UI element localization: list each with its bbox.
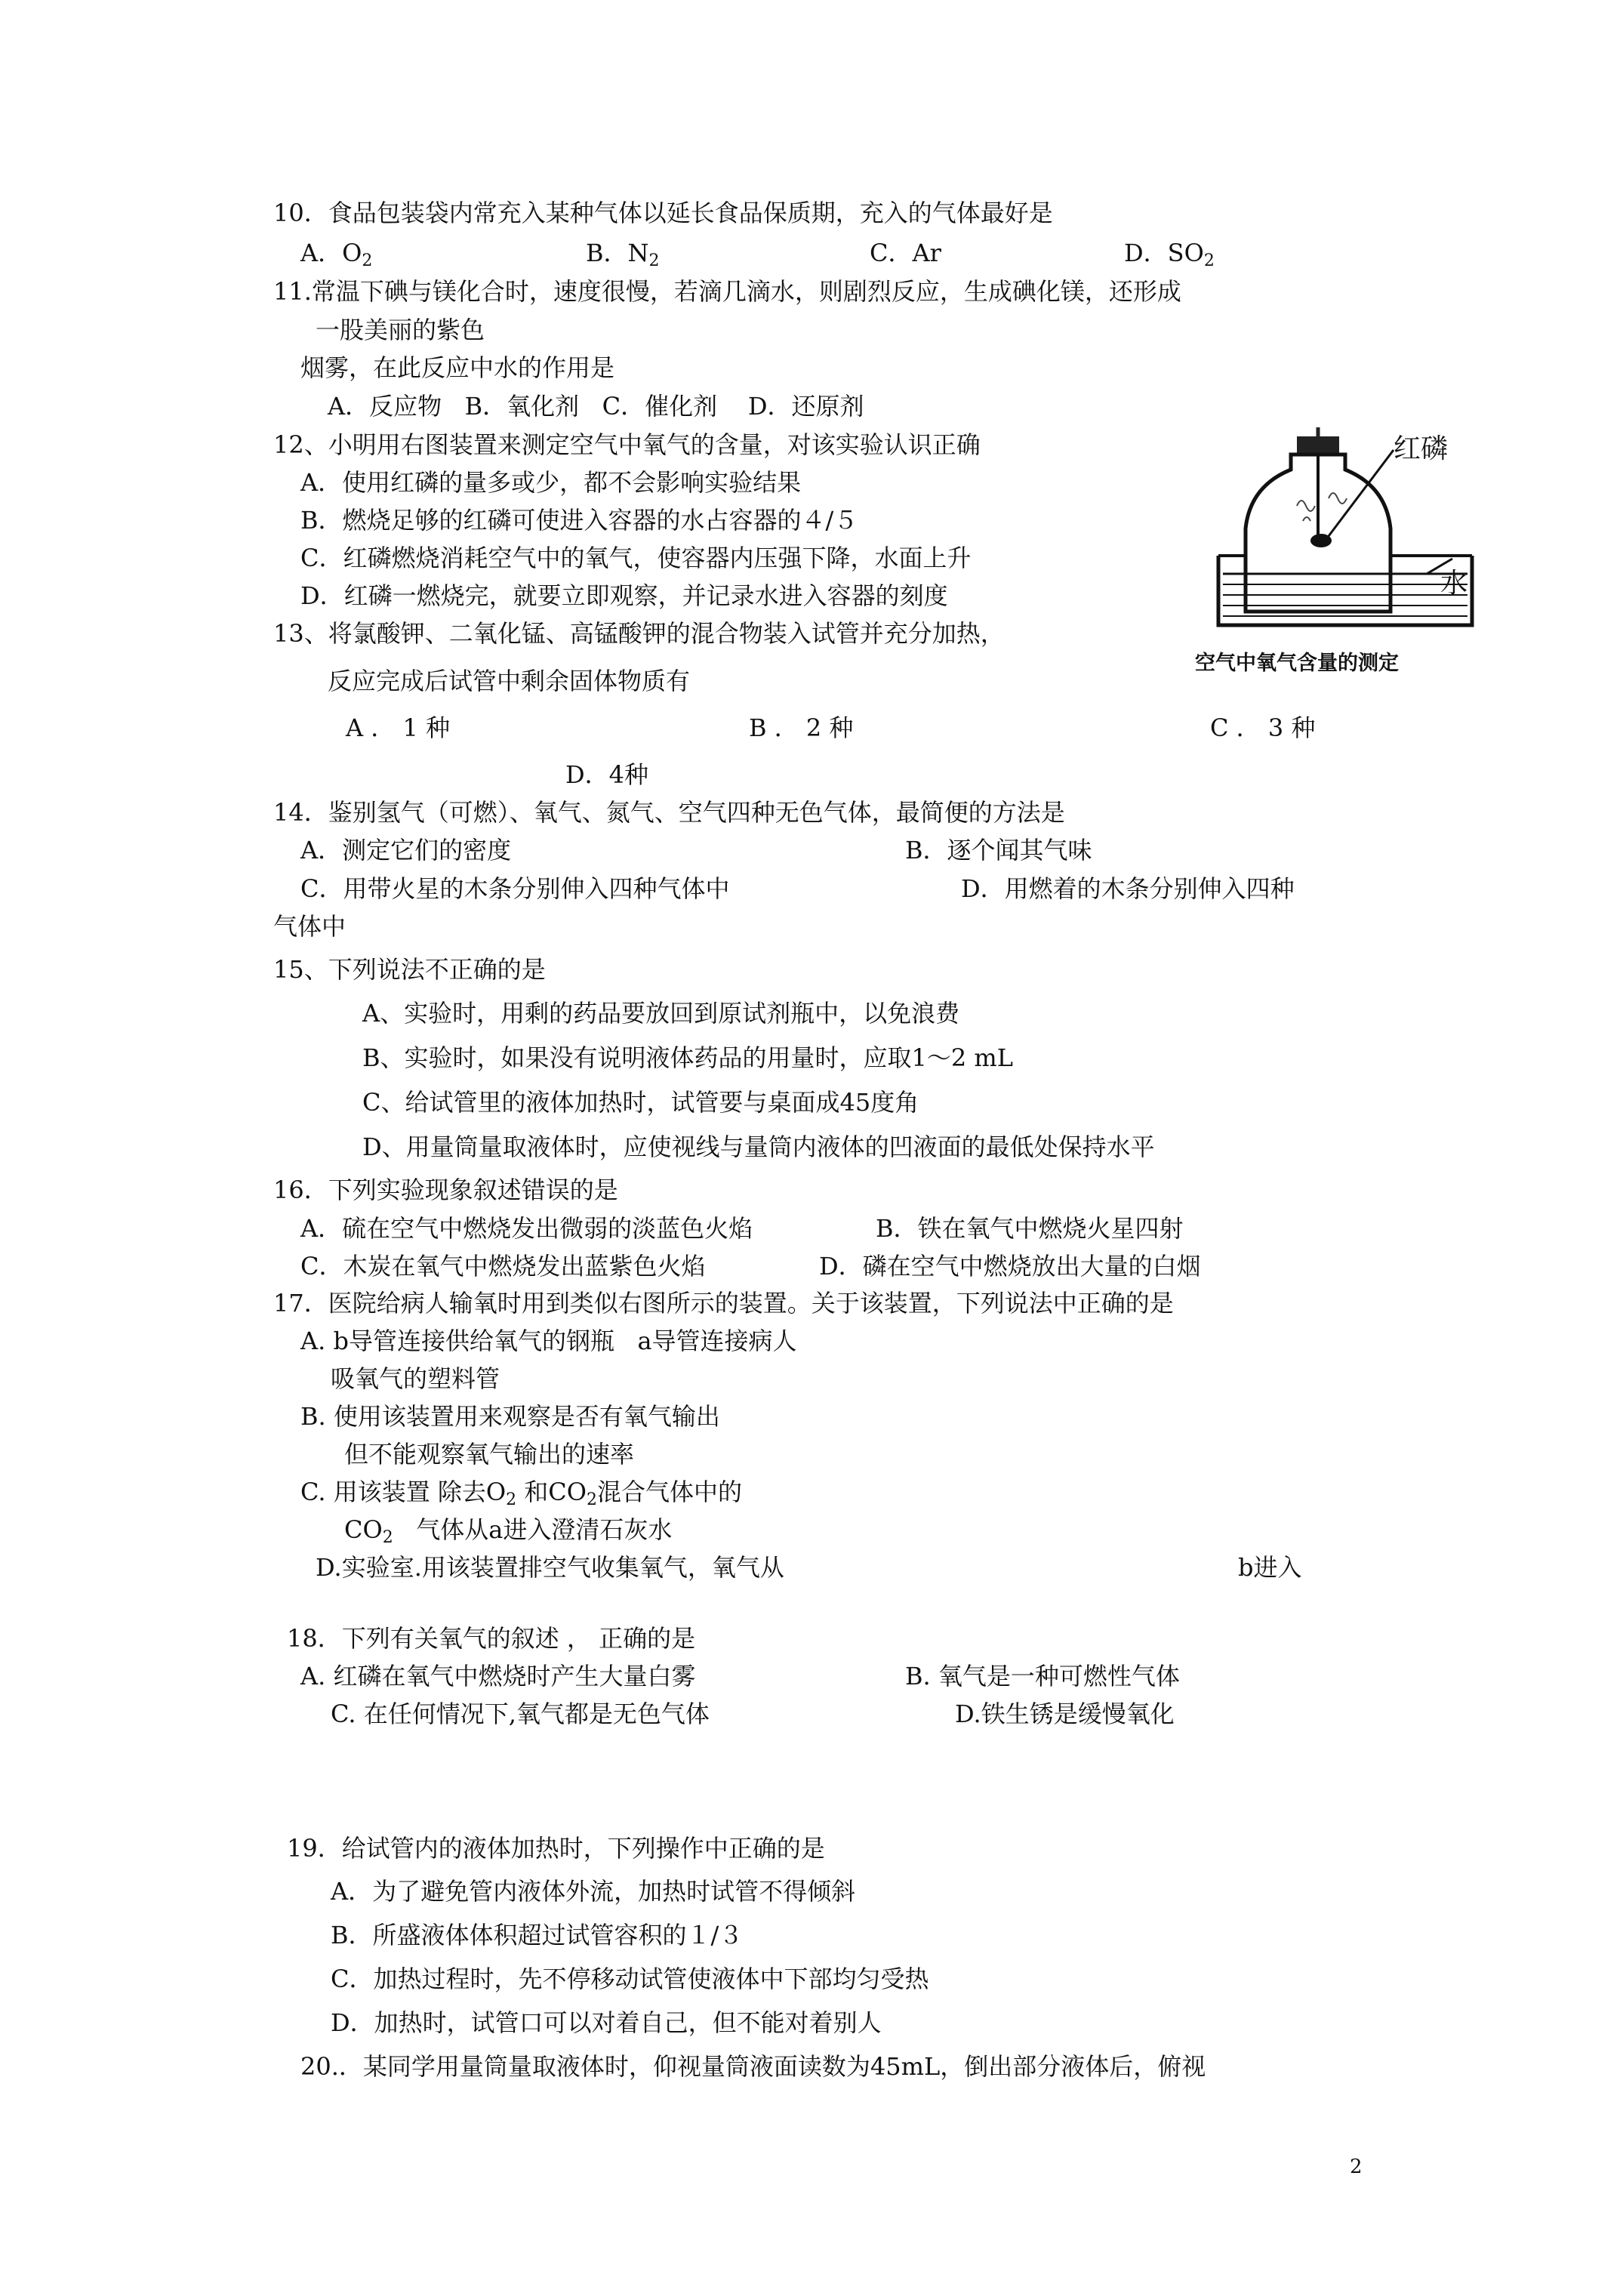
q14-option-d-continued: 气体中	[273, 912, 346, 941]
q11-stem-line2: 一股美丽的紫色	[316, 316, 485, 344]
q13-option-c: C ． 3 种	[1210, 713, 1316, 742]
q17-option-b-line1: B. 使用该装置用来观察是否有氧气输出	[300, 1402, 720, 1431]
q17-option-c-line1: C. 用该装置 除去$O_2$ 和$CO_2$混合气体中的	[300, 1478, 743, 1509]
q10-option-a: A．$O_2$	[300, 239, 373, 270]
q13-option-a: A ． 1 种	[346, 713, 450, 742]
q12-stem: 12、小明用右图装置来测定空气中氧气的含量，对该实验认识正确	[273, 430, 981, 459]
q16-stem: 16．下列实验现象叙述错误的是	[273, 1176, 618, 1204]
figure-label-red-phosphorus: 红磷	[1394, 433, 1449, 464]
q10-option-b: B．$N_2$	[586, 239, 660, 270]
q18-stem: 18．下列有关氧气的叙述 ， 正确的是	[287, 1624, 696, 1653]
q17-option-d: D.实验室.用该装置排空气收集氧气，氧气从	[316, 1553, 784, 1582]
page-number: 2	[1350, 2156, 1363, 2178]
q13-stem-line2: 反应完成后试管中剩余固体物质有	[328, 667, 691, 695]
q17-option-c-line2: $CO_2$ 气体从a进入澄清石灰水	[344, 1515, 673, 1547]
q19-option-c: C．加热过程时，先不停移动试管使液体中下部均匀受热	[331, 1965, 929, 1993]
q15-option-c: C、给试管里的液体加热时，试管要与桌面成45度角	[362, 1088, 919, 1117]
q17-option-a-line2: 吸氧气的塑料管	[331, 1364, 500, 1393]
q19-option-d: D．加热时，试管口可以对着自己，但不能对着别人	[331, 2008, 882, 2037]
q17-stem: 17．医院给病人输氧时用到类似右图所示的装置。关于该装置，下列说法中正确的是	[273, 1289, 1174, 1318]
q12-option-b: B．燃烧足够的红磷可使进入容器的水占容器的４/５	[300, 506, 858, 535]
q14-option-b: B．逐个闻其气味	[905, 836, 1092, 864]
q18-option-a: A. 红磷在氧气中燃烧时产生大量白雾	[300, 1662, 696, 1690]
q14-option-c: C．用带火星的木条分别伸入四种气体中	[300, 874, 730, 903]
smoke-wisp	[1303, 517, 1310, 521]
q10-option-d: D．$SO_2$	[1124, 239, 1215, 270]
q19-stem: 19．给试管内的液体加热时，下列操作中正确的是	[287, 1834, 825, 1863]
phosphorus-leader-line	[1329, 450, 1394, 536]
q20-stem: 20.．某同学用量筒量取液体时，仰视量筒液面读数为45mL，倒出部分液体后，俯视	[300, 2052, 1206, 2081]
q17-option-b-line2: 但不能观察氧气输出的速率	[344, 1440, 635, 1469]
q16-option-d: D．磷在空气中燃烧放出大量的白烟	[819, 1252, 1201, 1281]
q15-option-d: D、用量筒量取液体时，应使视线与量筒内液体的凹液面的最低处保持水平	[362, 1133, 1155, 1161]
q17-option-d-end: b进入	[1238, 1553, 1302, 1582]
q13-option-b: B ． 2 种	[749, 713, 854, 742]
q11-options: A．反应物 B．氧化剂 C．催化剂 D．还原剂	[328, 392, 864, 421]
q11-stem-line1: 11.常温下碘与镁化合时，速度很慢，若滴几滴水，则剧烈反应，生成碘化镁，还形成	[273, 277, 1181, 306]
water-trough	[1218, 556, 1472, 625]
figure-label-water: 水	[1440, 568, 1468, 599]
q19-option-b: B．所盛液体体积超过试管容积的１/３	[331, 1921, 744, 1949]
q16-option-a: A．硫在空气中燃烧发出微弱的淡蓝色火焰	[300, 1214, 753, 1243]
q13-stem-line1: 13、将氯酸钾、二氧化锰、高锰酸钾的混合物装入试管并充分加热，	[273, 619, 1005, 648]
q10-stem: 10．食品包装袋内常充入某种气体以延长食品保质期，充入的气体最好是	[273, 199, 1053, 227]
q15-stem: 15、下列说法不正确的是	[273, 955, 546, 984]
q14-option-d: D．用燃着的木条分别伸入四种	[961, 874, 1295, 903]
smoke-wisp	[1329, 493, 1347, 504]
q12-option-d: D．红磷一燃烧完，就要立即观察，并记录水进入容器的刻度	[300, 581, 948, 610]
q18-option-d: D.铁生锈是缓慢氧化	[955, 1700, 1175, 1728]
q16-option-c: C．木炭在氧气中燃烧发出蓝紫色火焰	[300, 1252, 706, 1281]
q13-option-d: D．4种	[565, 760, 649, 789]
q18-option-b: B. 氧气是一种可燃性气体	[905, 1662, 1180, 1690]
q15-option-a: A、实验时，用剩的药品要放回到原试剂瓶中，以免浪费	[362, 999, 960, 1028]
q18-option-c: C. 在任何情况下,氧气都是无色气体	[331, 1700, 710, 1728]
q19-option-a: A．为了避免管内液体外流，加热时试管不得倾斜	[331, 1877, 856, 1906]
q14-option-a: A．测定它们的密度	[300, 836, 512, 864]
figure-caption: 空气中氧气含量的测定	[1195, 652, 1399, 675]
q17-option-a-line1: A. b导管连接供给氧气的钢瓶 a导管连接病人	[300, 1327, 797, 1355]
q11-stem-line3: 烟雾，在此反应中水的作用是	[300, 353, 615, 382]
q16-option-b: B．铁在氧气中燃烧火星四射	[876, 1214, 1184, 1243]
q10-option-c: C．Ar	[870, 239, 941, 267]
q12-option-c: C．红磷燃烧消耗空气中的氧气，使容器内压强下降，水面上升	[300, 544, 972, 572]
q15-option-b: B、实验时，如果没有说明液体药品的用量时，应取1～2 mL	[362, 1043, 1014, 1072]
smoke-wisp	[1297, 501, 1315, 511]
q12-option-a: A．使用红磷的量多或少，都不会影响实验结果	[300, 468, 802, 497]
q14-stem: 14．鉴别氢气（可燃）、氧气、氮气、空气四种无色气体，最简便的方法是	[273, 798, 1065, 827]
